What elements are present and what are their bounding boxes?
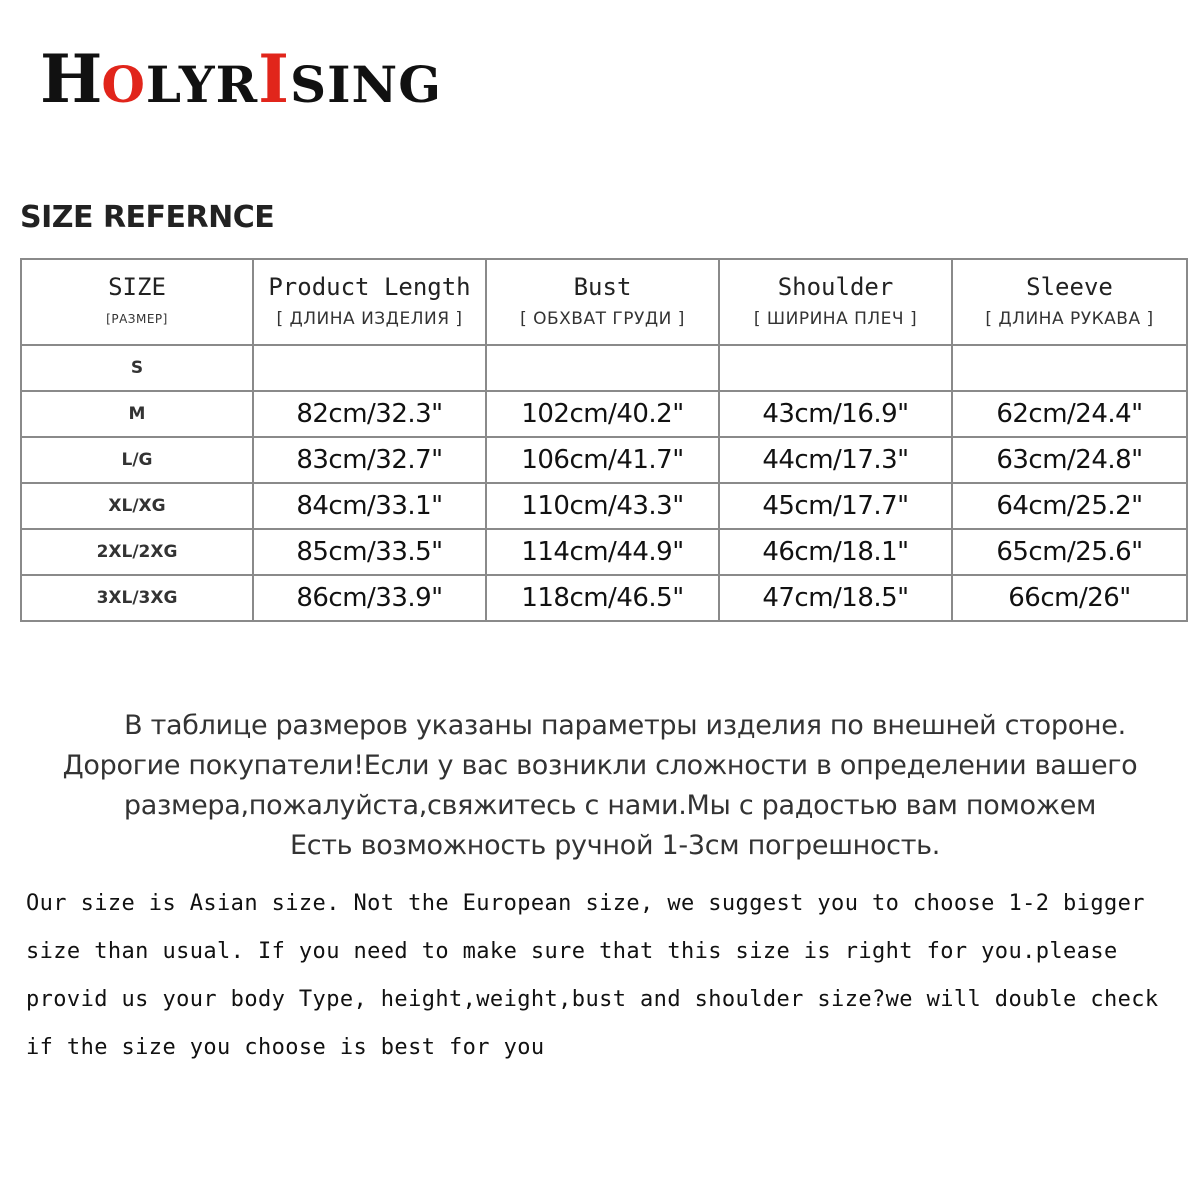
- bust-value: 110cm/43.3": [486, 483, 719, 529]
- size-table: [20, 258, 1188, 622]
- header-sleeve: [952, 259, 1187, 345]
- sleeve-value: 66cm/26": [952, 575, 1187, 621]
- shoulder-value: 43cm/16.9": [719, 391, 952, 437]
- sleeve-value: [952, 345, 1187, 391]
- english-note: [26, 880, 1186, 1072]
- logo-letters-lyr: LYR: [145, 55, 259, 114]
- shoulder-value: 47cm/18.5": [719, 575, 952, 621]
- length-value: 85cm/33.5": [253, 529, 486, 575]
- size-label: M: [21, 391, 253, 437]
- russian-note: [0, 706, 1200, 866]
- sleeve-value: 62cm/24.4": [952, 391, 1187, 437]
- length-value: 83cm/32.7": [253, 437, 486, 483]
- table-row: [21, 345, 1187, 391]
- size-label: 3XL/3XG: [21, 575, 253, 621]
- size-label: 2XL/2XG: [21, 529, 253, 575]
- table-row: [21, 575, 1187, 621]
- english-note-line: provid us your body Type, height,weight,bust and shoulder size?we will double check: [26, 987, 1159, 1012]
- english-note-line: if the size you choose is best for you: [26, 1035, 545, 1060]
- logo-letters-sing: SING: [290, 55, 442, 114]
- bust-value: 106cm/41.7": [486, 437, 719, 483]
- sleeve-value: 64cm/25.2": [952, 483, 1187, 529]
- russian-note-line: В таблице размеров указаны параметры изделия по внешней стороне.: [124, 710, 1126, 741]
- bust-value: 118cm/46.5": [486, 575, 719, 621]
- header-sleeve-ru: [ ДЛИНА РУКАВА ]: [985, 309, 1154, 329]
- size-label: XL/XG: [21, 483, 253, 529]
- size-label: S: [21, 345, 253, 391]
- shoulder-value: [719, 345, 952, 391]
- header-bust-en: Bust: [573, 273, 632, 301]
- table-row: [21, 529, 1187, 575]
- table-row: [21, 391, 1187, 437]
- bust-value: 114cm/44.9": [486, 529, 719, 575]
- logo-letter-h: H: [40, 40, 104, 118]
- shoulder-value: 45cm/17.7": [719, 483, 952, 529]
- length-value: 82cm/32.3": [253, 391, 486, 437]
- header-length-ru: [ ДЛИНА ИЗДЕЛИЯ ]: [276, 309, 463, 329]
- logo-letter-o: O: [101, 55, 146, 114]
- header-bust: [486, 259, 719, 345]
- logo-letter-i: I: [258, 40, 291, 118]
- length-value: 84cm/33.1": [253, 483, 486, 529]
- length-value: [253, 345, 486, 391]
- sleeve-value: 63cm/24.8": [952, 437, 1187, 483]
- header-length-en: Product Length: [268, 273, 471, 301]
- table-row: [21, 437, 1187, 483]
- length-value: 86cm/33.9": [253, 575, 486, 621]
- shoulder-value: 46cm/18.1": [719, 529, 952, 575]
- header-bust-ru: [ ОБХВАТ ГРУДИ ]: [520, 309, 685, 329]
- header-shoulder-en: Shoulder: [777, 273, 894, 301]
- header-shoulder: [719, 259, 952, 345]
- table-row: [21, 483, 1187, 529]
- header-shoulder-ru: [ ШИРИНА ПЛЕЧ ]: [753, 309, 918, 329]
- russian-note-line: Дорогие покупатели!Если у вас возникли сложности в определении вашего: [62, 750, 1138, 781]
- header-sleeve-en: Sleeve: [1026, 273, 1113, 301]
- brand-logo: [40, 40, 442, 118]
- russian-note-line: Есть возможность ручной 1-3см погрешность.: [289, 830, 941, 861]
- section-title: SIZE REFERNCE: [20, 200, 275, 235]
- shoulder-value: 44cm/17.3": [719, 437, 952, 483]
- bust-value: 102cm/40.2": [486, 391, 719, 437]
- sleeve-value: 65cm/25.6": [952, 529, 1187, 575]
- header-size-en: SIZE: [108, 273, 166, 301]
- header-length: [253, 259, 486, 345]
- bust-value: [486, 345, 719, 391]
- header-size: [21, 259, 253, 345]
- table-header-row: [21, 259, 1187, 345]
- header-size-ru: [РАЗМЕР]: [106, 312, 168, 326]
- english-note-line: Our size is Asian size. Not the European size, we suggest you to choose 1-2 bigger: [26, 891, 1145, 916]
- english-note-line: size than usual. If you need to make sure that this size is right for you.please: [26, 939, 1118, 964]
- russian-note-line: размера,пожалуйста,свяжитесь с нами.Мы с радостью вам поможем: [123, 790, 1097, 821]
- size-label: L/G: [21, 437, 253, 483]
